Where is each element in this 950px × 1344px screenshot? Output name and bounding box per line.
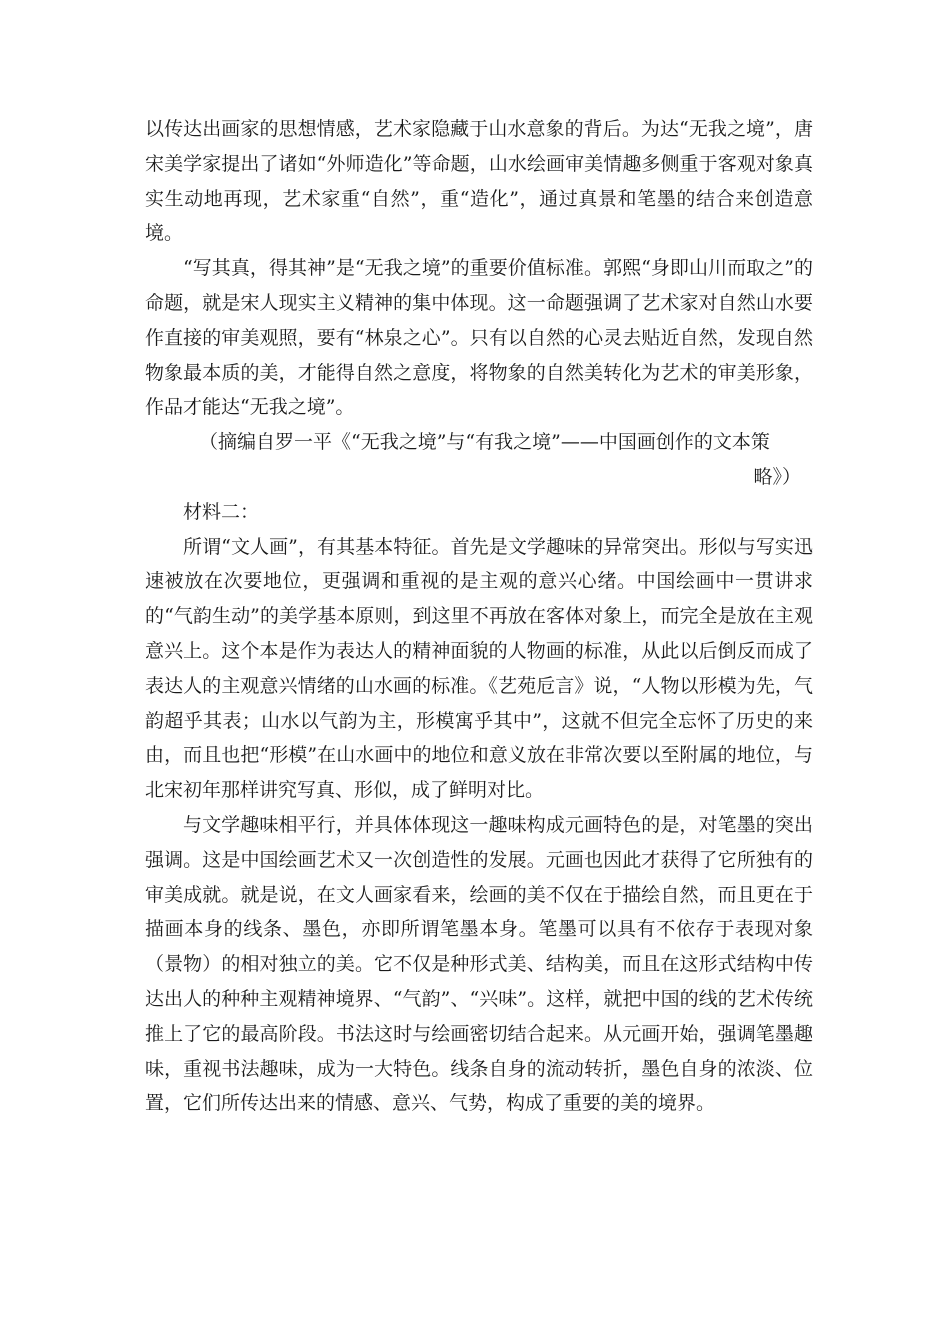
source-citation-line2: 略》） xyxy=(753,465,801,488)
paragraph-brush-ink: 与文学趣味相平行，并具体体现这一趣味构成元画特色的是，对笔墨的突出强调。这是中国绘画艺术又一次创造性的发展。元画也因此才获得了它所独有的审美成就。就是说，在文人画家看来，绘画的美不仅在于描绘自然，而且更在于描画本身的线条、墨色，亦即所谓笔墨本身。笔墨可以具有不依存于表现对象（景物）的相对独立的美。它不仅是种形式美、结构美，而且在这形式结构中传达出人的种种主观精神境界、“气韵”、“兴味”。这样，就把中国的线的艺术传统推上了它的最高阶段。书法这时与绘画密切结合起来。从元画开始，强调笔墨趣味，重视书法趣味，成为一大特色。线条自身的流动转折，墨色自身的浓淡、位置，它们所传达出来的情感、意兴、气势，构成了重要的美的境界。 xyxy=(145,813,813,1115)
article-body xyxy=(145,112,813,1121)
paragraph-continued: 以传达出画家的思想情感，艺术家隐藏于山水意象的背后。为达“无我之境”，唐宋美学家提出了诸如“外师造化”等命题，山水绘画审美情趣多侧重于客观对象真实生动地再现，艺术家重“自然”，重“造化”，通过真景和笔墨的结合来创造意境。 xyxy=(145,118,813,245)
paragraph-literati-painting: 所谓“文人画”，有其基本特征。首先是文学趣味的异常突出。形似与写实迅速被放在次要地位，更强调和重视的是主观的意兴心绪。中国绘画中一贯讲求的“气韵生动”的美学基本原则，到这里不再放在客体对象上，而完全是放在主观意兴上。这个本是作为表达人的精神面貌的人物画的标准，从此以后倒反而成了表达人的主观意兴情绪的山水画的标准。《艺苑卮言》说，“人物以形模为先，气韵超乎其表；山水以气韵为主，形模寓乎其中”，这就不但完全忘怀了历史的来由，而且也把“形模”在山水画中的地位和意义放在非常次要以至附属的地位，与北宋初年那样讲究写真、形似，成了鲜明对比。 xyxy=(145,535,813,802)
paragraph-wuwo-standard: “写其真，得其神”是“无我之境”的重要价值标准。郭熙“身即山川而取之”的命题，就是宋人现实主义精神的集中体现。这一命题强调了艺术家对自然山水要作直接的审美观照，要有“林泉之心”。只有以自然的心灵去贴近自然，发现自然物象最本质的美，才能得自然之意度，将物象的自然美转化为艺术的审美形象，作品才能达“无我之境”。 xyxy=(145,257,813,419)
source-citation-line1: （摘编自罗一平《“无我之境”与“有我之境”——中国画创作的文本策 xyxy=(199,431,770,454)
material-two-label: 材料二： xyxy=(183,500,260,523)
